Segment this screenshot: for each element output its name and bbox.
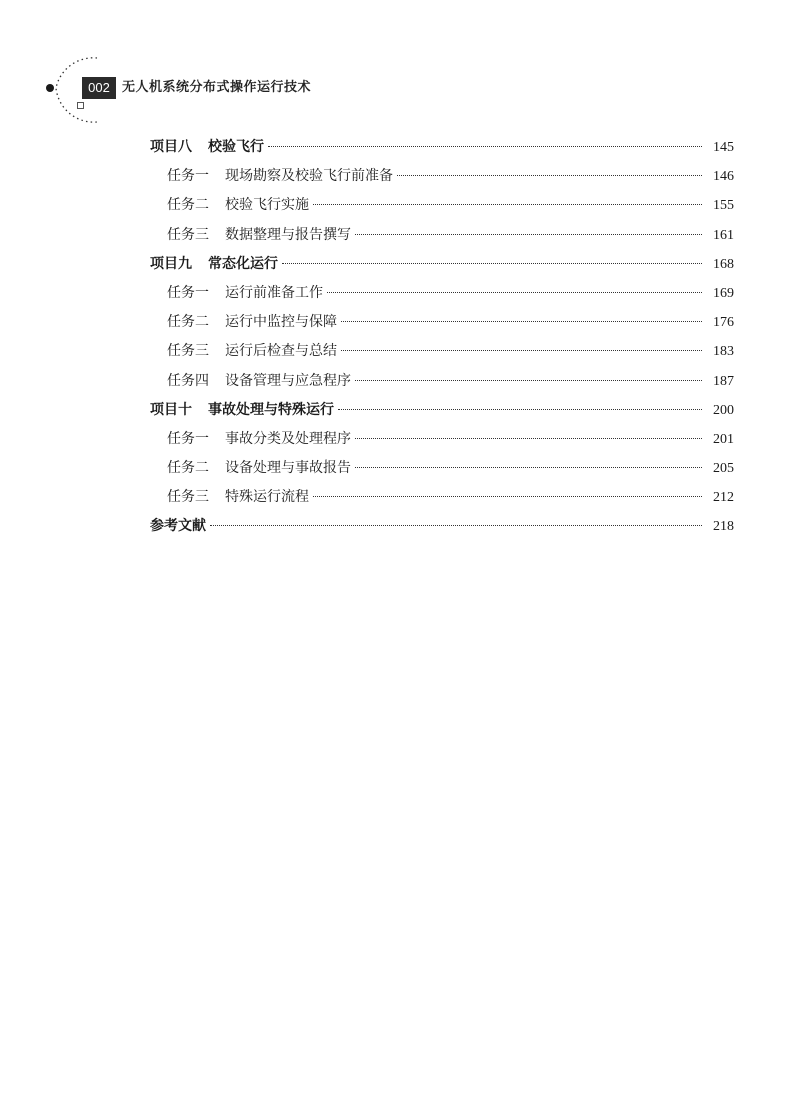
- toc-entry-label: [150, 396, 334, 425]
- toc-entry-number: 任务三: [167, 343, 209, 360]
- dot-leader: [338, 409, 702, 410]
- toc-entry-number: 任务二: [167, 197, 209, 214]
- toc-task-row[interactable]: [150, 454, 734, 483]
- toc-entry-title: 运行中监控与保障: [225, 314, 337, 331]
- toc-entry-title: 设备处理与事故报告: [225, 460, 351, 477]
- dot-leader: [355, 234, 702, 235]
- toc-page-number: 218: [713, 519, 734, 535]
- toc-entry-label: [167, 162, 393, 191]
- header-decoration-icon: [0, 0, 130, 130]
- dot-leader: [313, 496, 702, 497]
- toc-entry-number: 任务二: [167, 314, 209, 331]
- toc-entry-title: 特殊运行流程: [225, 489, 309, 506]
- toc-page-number: 169: [713, 285, 734, 301]
- toc-page-number: 155: [713, 198, 734, 214]
- toc-entry-number: 任务一: [167, 430, 209, 447]
- toc-entry-label: [167, 337, 337, 366]
- toc-page-number: 212: [713, 490, 734, 506]
- toc-entry-number: 任务一: [167, 284, 209, 301]
- toc-page-number: 176: [713, 315, 734, 331]
- toc-entry-label: [150, 133, 264, 162]
- toc-entry-label: [167, 191, 309, 220]
- dot-leader: [397, 175, 702, 176]
- toc-project-row[interactable]: [150, 133, 734, 162]
- dot-leader: [355, 380, 702, 381]
- toc-task-row[interactable]: [150, 308, 734, 337]
- table-of-contents: [150, 133, 734, 542]
- toc-entry-label: [150, 250, 278, 279]
- toc-entry-label: [167, 367, 351, 396]
- toc-entry-title: 常态化运行: [208, 255, 278, 272]
- book-title: 无人机系统分布式操作运行技术: [122, 80, 312, 95]
- toc-entry-number: 项目八: [150, 139, 192, 155]
- toc-entry-title: 事故处理与特殊运行: [208, 401, 334, 418]
- dot-leader: [210, 525, 702, 526]
- toc-project-row[interactable]: [150, 250, 734, 279]
- dot-leader: [327, 292, 702, 293]
- dot-leader: [341, 321, 702, 322]
- dot-leader: [355, 438, 702, 439]
- toc-entry-label: [150, 512, 206, 541]
- toc-entry-label: [167, 483, 309, 512]
- toc-entry-title: 校验飞行实施: [225, 197, 309, 214]
- toc-entry-title: 数据整理与报告撰写: [225, 226, 351, 243]
- toc-entry-label: [167, 425, 351, 454]
- dot-leader: [268, 146, 702, 147]
- dot-leader: [341, 350, 702, 351]
- toc-entry-title: 现场勘察及校验飞行前准备: [225, 168, 393, 185]
- toc-entry-number: 任务三: [167, 489, 209, 506]
- toc-entry-number: 任务一: [167, 168, 209, 185]
- toc-entry-title: 运行前准备工作: [225, 284, 323, 301]
- toc-task-row[interactable]: [150, 221, 734, 250]
- page-number: 002: [82, 77, 116, 99]
- toc-page-number: 168: [713, 256, 734, 272]
- toc-project-row[interactable]: [150, 396, 734, 425]
- toc-page-number: 161: [713, 227, 734, 243]
- toc-task-row[interactable]: [150, 367, 734, 396]
- toc-entry-label: [167, 279, 323, 308]
- toc-entry-number: 任务三: [167, 226, 209, 243]
- toc-entry-title: 校验飞行: [208, 139, 264, 155]
- toc-entry-title: 事故分类及处理程序: [225, 430, 351, 447]
- toc-entry-label: [167, 454, 351, 483]
- toc-entry-label: [167, 308, 337, 337]
- toc-page-number: 145: [713, 140, 734, 155]
- toc-page-number: 200: [713, 402, 734, 418]
- toc-task-row[interactable]: [150, 425, 734, 454]
- toc-entry-number: 项目九: [150, 255, 192, 272]
- toc-entry-title: 参考文献: [150, 518, 206, 535]
- toc-task-row[interactable]: [150, 191, 734, 220]
- dot-leader: [313, 204, 702, 205]
- toc-reference-row[interactable]: [150, 512, 734, 541]
- toc-page-number: 205: [713, 461, 734, 477]
- toc-entry-number: 任务四: [167, 372, 209, 389]
- toc-page-number: 187: [713, 373, 734, 389]
- running-header: [0, 0, 790, 130]
- toc-task-row[interactable]: [150, 162, 734, 191]
- toc-task-row[interactable]: [150, 483, 734, 512]
- toc-entry-number: 任务二: [167, 460, 209, 477]
- toc-entry-title: 运行后检查与总结: [225, 343, 337, 360]
- dot-leader: [282, 263, 702, 264]
- toc-page-number: 146: [713, 169, 734, 185]
- toc-entry-number: 项目十: [150, 401, 192, 418]
- toc-task-row[interactable]: [150, 337, 734, 366]
- dot-leader: [355, 467, 702, 468]
- toc-page-number: 183: [713, 344, 734, 360]
- toc-entry-label: [167, 221, 351, 250]
- toc-page-number: 201: [713, 431, 734, 447]
- toc-entry-title: 设备管理与应急程序: [225, 372, 351, 389]
- toc-task-row[interactable]: [150, 279, 734, 308]
